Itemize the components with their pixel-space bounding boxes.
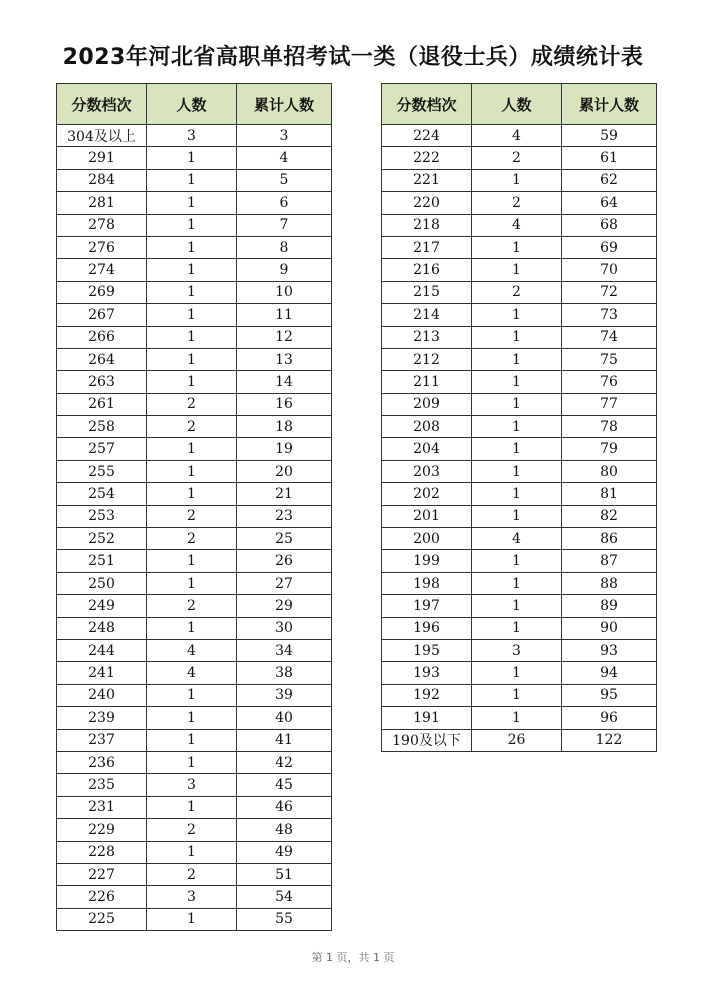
count-cell: 4	[472, 125, 562, 147]
count-cell: 1	[472, 707, 562, 729]
table-row	[382, 416, 657, 438]
table-row	[57, 819, 332, 841]
cumulative-cell: 45	[237, 774, 332, 796]
count-cell: 1	[147, 371, 237, 393]
count-cell: 4	[472, 214, 562, 236]
table-row	[57, 528, 332, 550]
count-cell: 1	[147, 326, 237, 348]
score-cell: 239	[57, 707, 147, 729]
count-cell: 1	[472, 304, 562, 326]
cumulative-cell: 6	[237, 192, 332, 214]
count-cell: 4	[472, 528, 562, 550]
score-cell: 217	[382, 236, 472, 258]
cumulative-cell: 78	[562, 416, 657, 438]
count-cell: 4	[147, 662, 237, 684]
table-row	[382, 438, 657, 460]
count-cell: 1	[147, 438, 237, 460]
count-cell: 1	[147, 908, 237, 930]
table-row	[382, 192, 657, 214]
cumulative-cell: 93	[562, 639, 657, 661]
count-cell: 1	[472, 393, 562, 415]
cumulative-cell: 64	[562, 192, 657, 214]
count-cell: 1	[472, 617, 562, 639]
score-cell: 291	[57, 147, 147, 169]
score-cell: 257	[57, 438, 147, 460]
table-row	[382, 259, 657, 281]
table-row	[382, 572, 657, 594]
score-cell: 248	[57, 617, 147, 639]
page-footer: 第 1 页，共 1 页	[311, 951, 395, 964]
table-row	[382, 707, 657, 729]
cumulative-cell: 34	[237, 639, 332, 661]
cumulative-cell: 48	[237, 819, 332, 841]
score-cell: 215	[382, 281, 472, 303]
count-cell: 1	[147, 841, 237, 863]
table-row	[57, 236, 332, 258]
cumulative-cell: 26	[237, 550, 332, 572]
score-cell: 225	[57, 908, 147, 930]
cumulative-cell: 82	[562, 505, 657, 527]
table-row	[57, 169, 332, 191]
count-cell: 1	[147, 550, 237, 572]
cumulative-cell: 16	[237, 393, 332, 415]
cumulative-cell: 20	[237, 460, 332, 482]
score-cell: 255	[57, 460, 147, 482]
table-row	[382, 729, 657, 751]
score-cell: 192	[382, 684, 472, 706]
score-cell: 252	[57, 528, 147, 550]
score-cell: 229	[57, 819, 147, 841]
table-row	[57, 886, 332, 908]
score-cell: 284	[57, 169, 147, 191]
score-cell: 251	[57, 550, 147, 572]
count-cell: 2	[147, 595, 237, 617]
table-row	[57, 304, 332, 326]
score-cell: 196	[382, 617, 472, 639]
cumulative-cell: 80	[562, 460, 657, 482]
cumulative-cell: 96	[562, 707, 657, 729]
table-row	[57, 371, 332, 393]
count-cell: 2	[472, 147, 562, 169]
table-row	[57, 393, 332, 415]
table-row	[57, 684, 332, 706]
cumulative-cell: 89	[562, 595, 657, 617]
score-cell: 241	[57, 662, 147, 684]
score-cell: 250	[57, 572, 147, 594]
cumulative-cell: 39	[237, 684, 332, 706]
cumulative-cell: 38	[237, 662, 332, 684]
score-cell: 249	[57, 595, 147, 617]
count-cell: 4	[147, 639, 237, 661]
cumulative-cell: 21	[237, 483, 332, 505]
table-row	[57, 281, 332, 303]
score-cell: 197	[382, 595, 472, 617]
table-row	[382, 348, 657, 370]
count-cell: 2	[147, 393, 237, 415]
table-row	[57, 326, 332, 348]
count-cell: 2	[472, 281, 562, 303]
score-cell: 200	[382, 528, 472, 550]
count-cell: 2	[147, 863, 237, 885]
count-cell: 3	[147, 125, 237, 147]
cumulative-cell: 42	[237, 751, 332, 773]
count-cell: 2	[147, 416, 237, 438]
table-row	[382, 684, 657, 706]
table-row	[57, 192, 332, 214]
count-cell: 2	[472, 192, 562, 214]
table-row	[57, 774, 332, 796]
cumulative-cell: 4	[237, 147, 332, 169]
count-cell: 1	[472, 505, 562, 527]
cumulative-cell: 61	[562, 147, 657, 169]
table-row	[382, 662, 657, 684]
table-row	[57, 460, 332, 482]
score-cell: 213	[382, 326, 472, 348]
score-cell: 244	[57, 639, 147, 661]
count-cell: 1	[147, 483, 237, 505]
score-cell: 220	[382, 192, 472, 214]
count-cell: 1	[147, 460, 237, 482]
score-cell: 195	[382, 639, 472, 661]
column-header-cumulative: 累计人数	[562, 84, 657, 125]
score-cell: 261	[57, 393, 147, 415]
count-cell: 1	[472, 595, 562, 617]
table-row	[57, 707, 332, 729]
table-row	[57, 147, 332, 169]
cumulative-cell: 51	[237, 863, 332, 885]
table-row	[57, 796, 332, 818]
table-row	[57, 505, 332, 527]
table-row	[382, 281, 657, 303]
score-cell: 218	[382, 214, 472, 236]
score-cell: 228	[57, 841, 147, 863]
table-row	[382, 236, 657, 258]
cumulative-cell: 75	[562, 348, 657, 370]
count-cell: 1	[472, 550, 562, 572]
cumulative-cell: 40	[237, 707, 332, 729]
table-row	[57, 348, 332, 370]
cumulative-cell: 59	[562, 125, 657, 147]
cumulative-cell: 10	[237, 281, 332, 303]
score-cell: 254	[57, 483, 147, 505]
count-cell: 1	[472, 416, 562, 438]
table-row	[382, 304, 657, 326]
score-cell: 208	[382, 416, 472, 438]
cumulative-cell: 23	[237, 505, 332, 527]
count-cell: 2	[147, 505, 237, 527]
score-table-left	[56, 83, 332, 931]
cumulative-cell: 29	[237, 595, 332, 617]
cumulative-cell: 14	[237, 371, 332, 393]
score-cell: 214	[382, 304, 472, 326]
cumulative-cell: 74	[562, 326, 657, 348]
table-row	[382, 393, 657, 415]
count-cell: 1	[147, 214, 237, 236]
count-cell: 1	[147, 169, 237, 191]
cumulative-cell: 12	[237, 326, 332, 348]
score-cell: 231	[57, 796, 147, 818]
cumulative-cell: 19	[237, 438, 332, 460]
score-cell: 237	[57, 729, 147, 751]
table-row	[382, 617, 657, 639]
score-cell: 203	[382, 460, 472, 482]
score-cell: 235	[57, 774, 147, 796]
column-header-score: 分数档次	[382, 84, 472, 125]
count-cell: 1	[147, 796, 237, 818]
count-cell: 1	[147, 751, 237, 773]
cumulative-cell: 46	[237, 796, 332, 818]
column-header-count: 人数	[147, 84, 237, 125]
cumulative-cell: 7	[237, 214, 332, 236]
table-row	[57, 908, 332, 930]
score-cell: 253	[57, 505, 147, 527]
header-row	[57, 84, 332, 125]
cumulative-cell: 3	[237, 125, 332, 147]
cumulative-cell: 49	[237, 841, 332, 863]
cumulative-cell: 30	[237, 617, 332, 639]
score-cell: 211	[382, 371, 472, 393]
score-cell: 221	[382, 169, 472, 191]
cumulative-cell: 87	[562, 550, 657, 572]
count-cell: 1	[147, 684, 237, 706]
score-cell: 201	[382, 505, 472, 527]
table-row	[382, 147, 657, 169]
cumulative-cell: 81	[562, 483, 657, 505]
table-row	[57, 662, 332, 684]
table-row	[382, 371, 657, 393]
count-cell: 1	[472, 483, 562, 505]
table-row	[57, 841, 332, 863]
cumulative-cell: 13	[237, 348, 332, 370]
count-cell: 1	[147, 617, 237, 639]
count-cell: 1	[147, 348, 237, 370]
cumulative-cell: 79	[562, 438, 657, 460]
table-row	[57, 125, 332, 147]
cumulative-cell: 88	[562, 572, 657, 594]
count-cell: 1	[472, 326, 562, 348]
score-cell: 224	[382, 125, 472, 147]
score-cell: 236	[57, 751, 147, 773]
count-cell: 1	[472, 438, 562, 460]
count-cell: 1	[147, 572, 237, 594]
score-cell: 202	[382, 483, 472, 505]
score-cell: 222	[382, 147, 472, 169]
cumulative-cell: 94	[562, 662, 657, 684]
count-cell: 1	[147, 192, 237, 214]
score-cell: 266	[57, 326, 147, 348]
cumulative-cell: 54	[237, 886, 332, 908]
score-cell: 278	[57, 214, 147, 236]
count-cell: 1	[147, 259, 237, 281]
score-cell: 276	[57, 236, 147, 258]
cumulative-cell: 70	[562, 259, 657, 281]
cumulative-cell: 90	[562, 617, 657, 639]
cumulative-cell: 86	[562, 528, 657, 550]
table-row	[382, 169, 657, 191]
table-row	[57, 617, 332, 639]
header-row	[382, 84, 657, 125]
score-cell: 281	[57, 192, 147, 214]
table-row	[57, 751, 332, 773]
score-cell: 193	[382, 662, 472, 684]
table-row	[382, 550, 657, 572]
count-cell: 3	[147, 886, 237, 908]
score-cell: 226	[57, 886, 147, 908]
count-cell: 1	[147, 304, 237, 326]
count-cell: 1	[472, 460, 562, 482]
table-row	[382, 214, 657, 236]
count-cell: 1	[472, 662, 562, 684]
table-row	[57, 639, 332, 661]
count-cell: 1	[472, 259, 562, 281]
cumulative-cell: 9	[237, 259, 332, 281]
count-cell: 26	[472, 729, 562, 751]
cumulative-cell: 77	[562, 393, 657, 415]
score-cell: 209	[382, 393, 472, 415]
cumulative-cell: 73	[562, 304, 657, 326]
cumulative-cell: 41	[237, 729, 332, 751]
count-cell: 1	[472, 371, 562, 393]
table-row	[382, 595, 657, 617]
count-cell: 1	[147, 707, 237, 729]
cumulative-cell: 72	[562, 281, 657, 303]
table-row	[57, 483, 332, 505]
table-row	[57, 729, 332, 751]
column-header-score: 分数档次	[57, 84, 147, 125]
count-cell: 1	[472, 572, 562, 594]
cumulative-cell: 25	[237, 528, 332, 550]
cumulative-cell: 68	[562, 214, 657, 236]
table-row	[382, 639, 657, 661]
cumulative-cell: 76	[562, 371, 657, 393]
count-cell: 1	[147, 147, 237, 169]
cumulative-cell: 18	[237, 416, 332, 438]
table-row	[382, 326, 657, 348]
table-row	[57, 572, 332, 594]
count-cell: 3	[147, 774, 237, 796]
table-row	[57, 550, 332, 572]
count-cell: 2	[147, 819, 237, 841]
score-cell: 191	[382, 707, 472, 729]
score-cell: 240	[57, 684, 147, 706]
count-cell: 1	[472, 684, 562, 706]
table-row	[57, 863, 332, 885]
count-cell: 1	[472, 236, 562, 258]
cumulative-cell: 95	[562, 684, 657, 706]
cumulative-cell: 55	[237, 908, 332, 930]
cumulative-cell: 69	[562, 236, 657, 258]
score-cell: 212	[382, 348, 472, 370]
score-cell: 264	[57, 348, 147, 370]
score-cell: 199	[382, 550, 472, 572]
score-table-right	[381, 83, 657, 752]
score-cell: 304及以上	[57, 125, 147, 147]
score-cell: 204	[382, 438, 472, 460]
table-row	[382, 483, 657, 505]
table-row	[382, 125, 657, 147]
count-cell: 1	[147, 729, 237, 751]
page-title: 2023年河北省高职单招考试一类（退役士兵）成绩统计表	[62, 45, 644, 70]
cumulative-cell: 8	[237, 236, 332, 258]
score-cell: 198	[382, 572, 472, 594]
table-row	[57, 416, 332, 438]
score-cell: 263	[57, 371, 147, 393]
score-cell: 227	[57, 863, 147, 885]
score-cell: 274	[57, 259, 147, 281]
table-row	[382, 528, 657, 550]
cumulative-cell: 11	[237, 304, 332, 326]
score-cell: 258	[57, 416, 147, 438]
cumulative-cell: 5	[237, 169, 332, 191]
count-cell: 1	[472, 348, 562, 370]
count-cell: 3	[472, 639, 562, 661]
count-cell: 1	[147, 236, 237, 258]
table-row	[382, 460, 657, 482]
table-row	[57, 214, 332, 236]
column-header-count: 人数	[472, 84, 562, 125]
cumulative-cell: 27	[237, 572, 332, 594]
score-cell: 269	[57, 281, 147, 303]
count-cell: 2	[147, 528, 237, 550]
count-cell: 1	[147, 281, 237, 303]
cumulative-cell: 62	[562, 169, 657, 191]
table-row	[57, 259, 332, 281]
score-cell: 216	[382, 259, 472, 281]
table-row	[57, 595, 332, 617]
table-row	[382, 505, 657, 527]
table-row	[57, 438, 332, 460]
score-cell: 267	[57, 304, 147, 326]
column-header-cumulative: 累计人数	[237, 84, 332, 125]
cumulative-cell: 122	[562, 729, 657, 751]
score-cell: 190及以下	[382, 729, 472, 751]
count-cell: 1	[472, 169, 562, 191]
